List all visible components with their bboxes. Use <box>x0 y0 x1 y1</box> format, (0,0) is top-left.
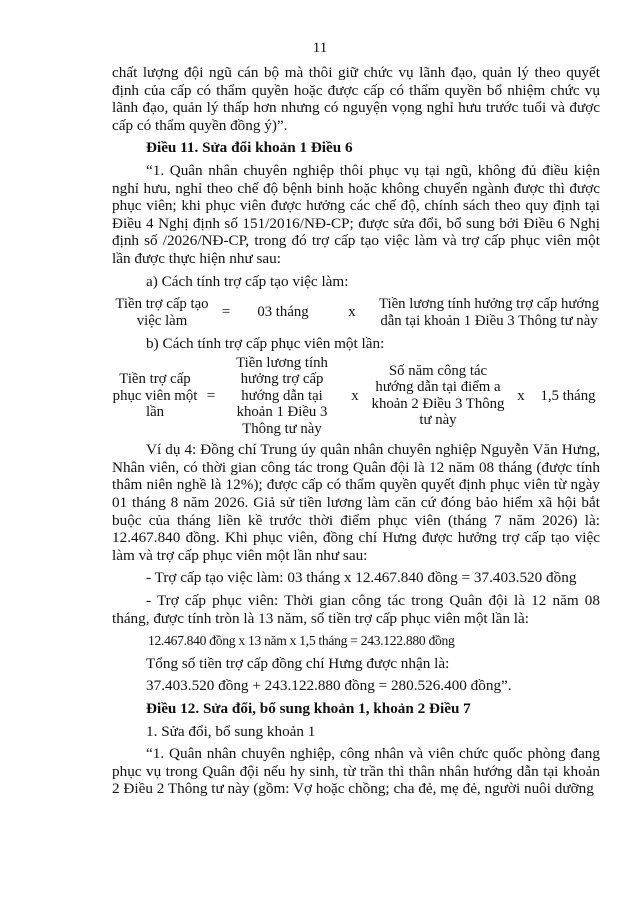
article-11-body: “1. Quân nhân chuyên nghiệp thôi phục vụ tại ngũ, không đủ điều kiện nghỉ hưu, nghỉ theo chế độ bệnh binh hoặc không chuyển ngành được thì được phục viên; khi phục viên được hưởng các chế độ, chính sách theo quy định tại Điều 4 Nghị định số 151/2016/NĐ-CP; được sửa đổi, bổ sung bởi Điều 6 Nghị định số /2026/NĐ-CP, trong đó trợ cấp tạo việc làm và trợ cấp phục viên một lần được thực hiện như sau: <box>112 161 600 267</box>
formula-tao-viec-lam <box>112 296 600 329</box>
intro-paragraph: chất lượng đội ngũ cán bộ mà thôi giữ chức vụ lãnh đạo, quản lý theo quyết định của cấp có thẩm quyền hoặc được cấp có thẩm quyền bổ nhiệm chức vụ lãnh đạo, quản lý thấp hơn nhưng có nguyện vọng nghỉ hưu trước tuổi và được cấp có thẩm quyền đồng ý)”. <box>112 64 600 134</box>
formula-a-operator: x <box>348 304 356 321</box>
formula-b-term2: Số năm công tác hướng dẫn tại điểm a khoản 2 Điều 3 Thông tư này <box>371 362 505 429</box>
article-12-body: “1. Quân nhân chuyên nghiệp, công nhân và viên chức quốc phòng đang phục vụ trong Quân đội nếu hy sinh, từ trần thì thân nhân hướng dẫn tại khoản 2 Điều 2 Thông tư này (gồm: Vợ hoặc chồng; cha đẻ, mẹ đẻ, người nuôi dưỡng <box>112 745 600 798</box>
line-tro-cap-phuc-vien: - Trợ cấp phục viên: Thời gian công tác trong Quân đội là 12 năm 08 tháng, được tính tròn là 13 năm, số tiền trợ cấp phục viên một lần là: <box>112 591 600 627</box>
formula-b-operator2: x <box>517 387 525 404</box>
formula-b-term1: Tiền lương tính hưởng trợ cấp hướng dẫn tại khoản 1 Điều 3 Thông tư này <box>236 354 328 437</box>
total-calculation: 37.403.520 đồng + 243.122.880 đồng = 280.526.400 đồng”. <box>146 677 512 695</box>
formula-b-term3: 1,5 tháng <box>540 387 596 404</box>
article-11-heading: Điều 11. Sửa đổi khoản 1 Điều 6 <box>146 139 353 157</box>
document-body <box>112 64 600 798</box>
formula-phuc-vien <box>112 355 600 438</box>
total-label: Tổng số tiền trợ cấp đồng chí Hưng được nhận là: <box>146 654 450 672</box>
formula-a-equals: = <box>221 304 231 321</box>
line-tro-cap-tao-viec-lam: - Trợ cấp tạo việc làm: 03 tháng x 12.467.840 đồng = 37.403.520 đồng <box>146 569 577 587</box>
formula-b-lhs: Tiền trợ cấp phục viên một lần <box>112 371 198 421</box>
item-b-label: b) Cách tính trợ cấp phục viên một lần: <box>146 335 385 353</box>
calc-phuc-vien: 12.467.840 đồng x 13 năm x 1,5 tháng = 243.122.880 đồng <box>148 633 455 649</box>
example-4-paragraph: Ví dụ 4: Đồng chí Trung úy quân nhân chuyên nghiệp Nguyễn Văn Hưng, Nhân viên, có thời gian công tác trong Quân đội là 12 năm 08 tháng (được tính thâm niên nghề là 12%); được cấp có thẩm quyền quyết định phục viên từ ngày 01 tháng 8 năm 2026. Giả sử tiền lương làm căn cứ đóng bảo hiểm xã hội bắt buộc của tháng liền kề trước thời điểm phục viên (tháng 7 năm 2026) là: 12.467.840 đồng. Khi phục viên, đồng chí Hưng được hưởng trợ cấp tạo việc làm và trợ cấp phục viên một lần như sau: <box>112 441 600 564</box>
formula-b-operator1: x <box>351 387 359 404</box>
formula-a-term1: 03 tháng <box>257 304 309 321</box>
formula-a-term2: Tiền lương tính hưởng trợ cấp hướng dẫn tại khoản 1 Điều 3 Thông tư này <box>378 296 600 329</box>
page-number: 11 <box>312 40 328 56</box>
item-a-label: a) Cách tính trợ cấp tạo việc làm: <box>146 272 349 290</box>
article-12-heading: Điều 12. Sửa đổi, bổ sung khoản 1, khoản 2 Điều 7 <box>146 699 471 717</box>
formula-a-lhs: Tiền trợ cấp tạo việc làm <box>115 296 209 329</box>
formula-b-equals: = <box>206 387 216 404</box>
article-12-item-1: 1. Sửa đổi, bổ sung khoản 1 <box>146 722 316 740</box>
